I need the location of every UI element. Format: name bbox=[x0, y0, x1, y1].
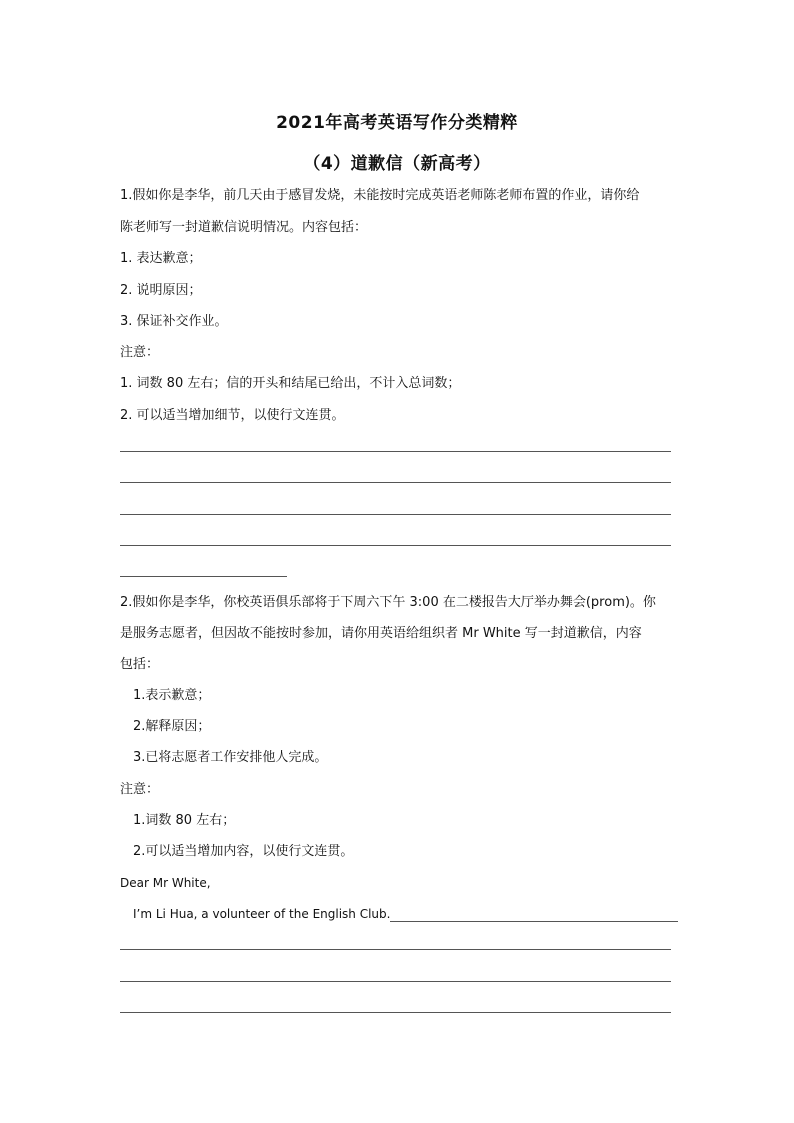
q1-intro-line-2: 陈老师写一封道歉信说明情况。内容包括： bbox=[120, 220, 368, 235]
q1-note-label: 注意： bbox=[120, 345, 160, 360]
answer-line-short[interactable] bbox=[120, 576, 287, 577]
q2-item-3: 3.已将志愿者工作安排他人完成。 bbox=[133, 750, 328, 765]
q1-note-1: 1. 词数 80 左右；信的开头和结尾已给出，不计入总词数； bbox=[120, 376, 461, 391]
q1-item-2: 2. 说明原因； bbox=[120, 283, 202, 298]
answer-line[interactable] bbox=[120, 514, 671, 515]
q2-item-1: 1.表示歉意； bbox=[133, 688, 211, 703]
q1-item-1: 1. 表达歉意； bbox=[120, 251, 202, 266]
q2-intro-line-2: 是服务志愿者，但因故不能按时参加，请你用英语给组织者 Mr White 写一封道歉信，内容 bbox=[120, 626, 642, 641]
document-subtitle: （4）道歉信（新高考） bbox=[303, 154, 491, 174]
letter-opening-text: I’m Li Hua, a volunteer of the English Club. bbox=[133, 907, 391, 921]
answer-line[interactable] bbox=[120, 451, 671, 452]
letter-salutation: Dear Mr White, bbox=[120, 876, 211, 890]
q2-note-2: 2.可以适当增加内容，以使行文连贯。 bbox=[133, 844, 354, 859]
answer-line[interactable] bbox=[120, 482, 671, 483]
q1-note-2: 2. 可以适当增加细节，以使行文连贯。 bbox=[120, 408, 345, 423]
q1-intro-line-1: 1.假如你是李华，前几天由于感冒发烧，未能按时完成英语老师陈老师布置的作业，请你给 bbox=[120, 188, 640, 203]
answer-line[interactable] bbox=[120, 949, 671, 950]
q1-item-3: 3. 保证补交作业。 bbox=[120, 314, 228, 329]
q2-note-1: 1.词数 80 左右； bbox=[133, 813, 236, 828]
document-title: 2021年高考英语写作分类精粹 bbox=[276, 113, 518, 133]
answer-line[interactable] bbox=[120, 981, 671, 982]
q2-intro-line-3: 包括： bbox=[120, 657, 160, 672]
q2-note-label: 注意： bbox=[120, 782, 160, 797]
answer-line-inline[interactable] bbox=[390, 907, 678, 922]
answer-line[interactable] bbox=[120, 545, 671, 546]
answer-line[interactable] bbox=[120, 1012, 671, 1013]
letter-opening-line bbox=[133, 906, 693, 922]
q2-intro-line-1: 2.假如你是李华，你校英语俱乐部将于下周六下午 3:00 在二楼报告大厅举办舞会(prom)。你 bbox=[120, 595, 656, 610]
q2-item-2: 2.解释原因； bbox=[133, 719, 211, 734]
